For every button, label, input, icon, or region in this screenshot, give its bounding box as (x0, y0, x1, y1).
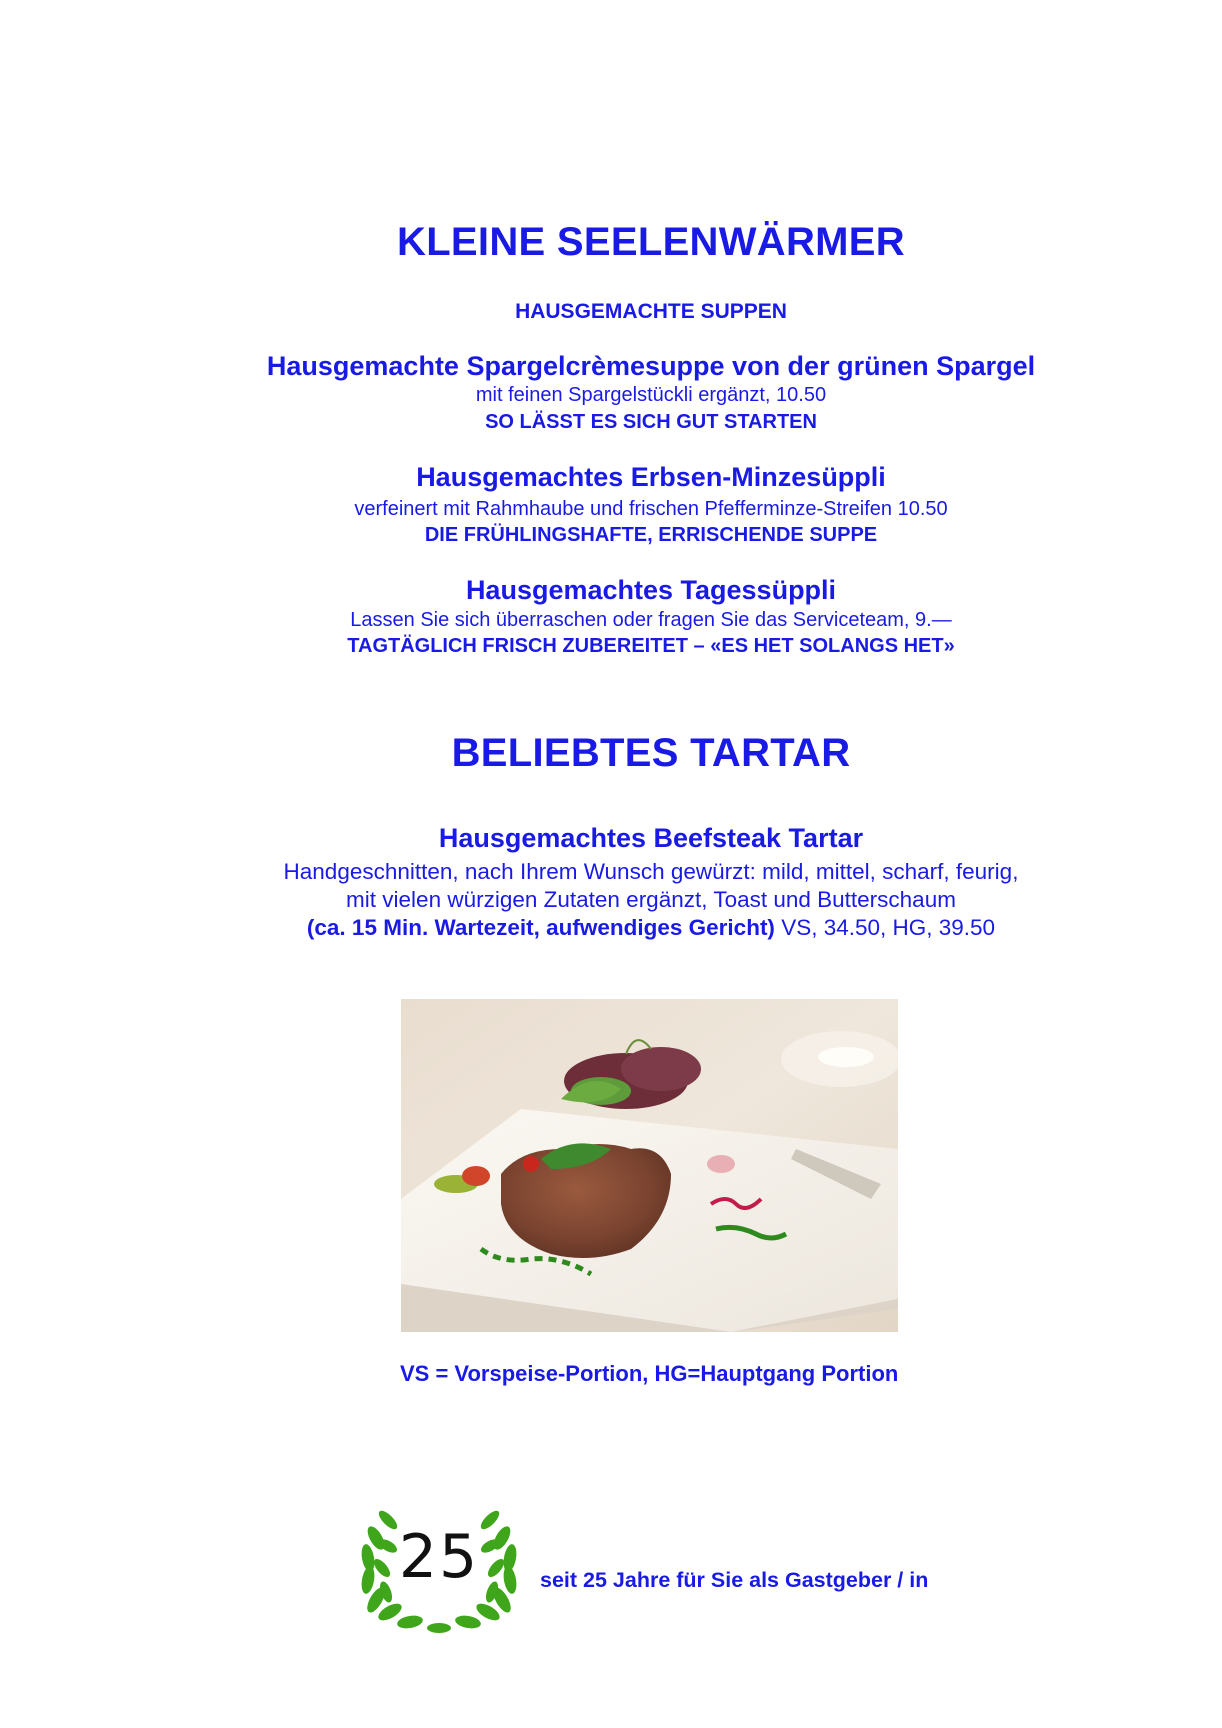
dish-price-line (0, 915, 1222, 941)
dish-name: Hausgemachte Spargelcrèmesuppe von der grünen Spargel (266, 351, 1036, 381)
dish-description: verfeinert mit Rahmhaube und frischen Pfefferminze-Streifen 10.50 (354, 498, 948, 520)
laurel-wreath-icon (358, 1500, 520, 1634)
section-title-tartar: BELIEBTES TARTAR (451, 731, 851, 775)
tartar-plate-photo (401, 999, 898, 1332)
section-subtitle: HAUSGEMACHTE SUPPEN (515, 300, 787, 323)
dish-name: Hausgemachtes Tagessüppli (465, 575, 837, 605)
dish-description-line: Handgeschnitten, nach Ihrem Wunsch gewürzt: mild, mittel, scharf, feurig, (283, 859, 1019, 884)
section-title-soups: KLEINE SEELENWÄRMER (397, 220, 905, 264)
dish-description: Lassen Sie sich überraschen oder fragen Sie das Serviceteam, 9.— (350, 609, 952, 631)
dish-name: Hausgemachtes Beefsteak Tartar (438, 823, 864, 853)
dish-prices: VS, 34.50, HG, 39.50 (774, 915, 996, 940)
dish-name: Hausgemachtes Erbsen-Minzesüppli (416, 462, 886, 492)
dish-tagline: SO LÄSST ES SICH GUT STARTEN (485, 411, 817, 433)
dish-description: mit feinen Spargelstückli ergänzt, 10.50 (475, 384, 827, 406)
dish-description-line: mit vielen würzigen Zutaten ergänzt, Toast und Butterschaum (346, 887, 956, 912)
dish-tagline: DIE FRÜHLINGSHAFTE, ERRISCHENDE SUPPE (424, 524, 878, 546)
waiting-note: (ca. 15 Min. Wartezeit, aufwendiges Gericht) (306, 915, 775, 940)
portion-legend: VS = Vorspeise-Portion, HG=Hauptgang Portion (400, 1361, 899, 1386)
anniversary-number: 25 (398, 1522, 480, 1592)
anniversary-text: seit 25 Jahre für Sie als Gastgeber / in (540, 1568, 929, 1592)
dish-tagline: TAGTÄGLICH FRISCH ZUBEREITET – «ES HET SOLANGS HET» (347, 635, 955, 657)
